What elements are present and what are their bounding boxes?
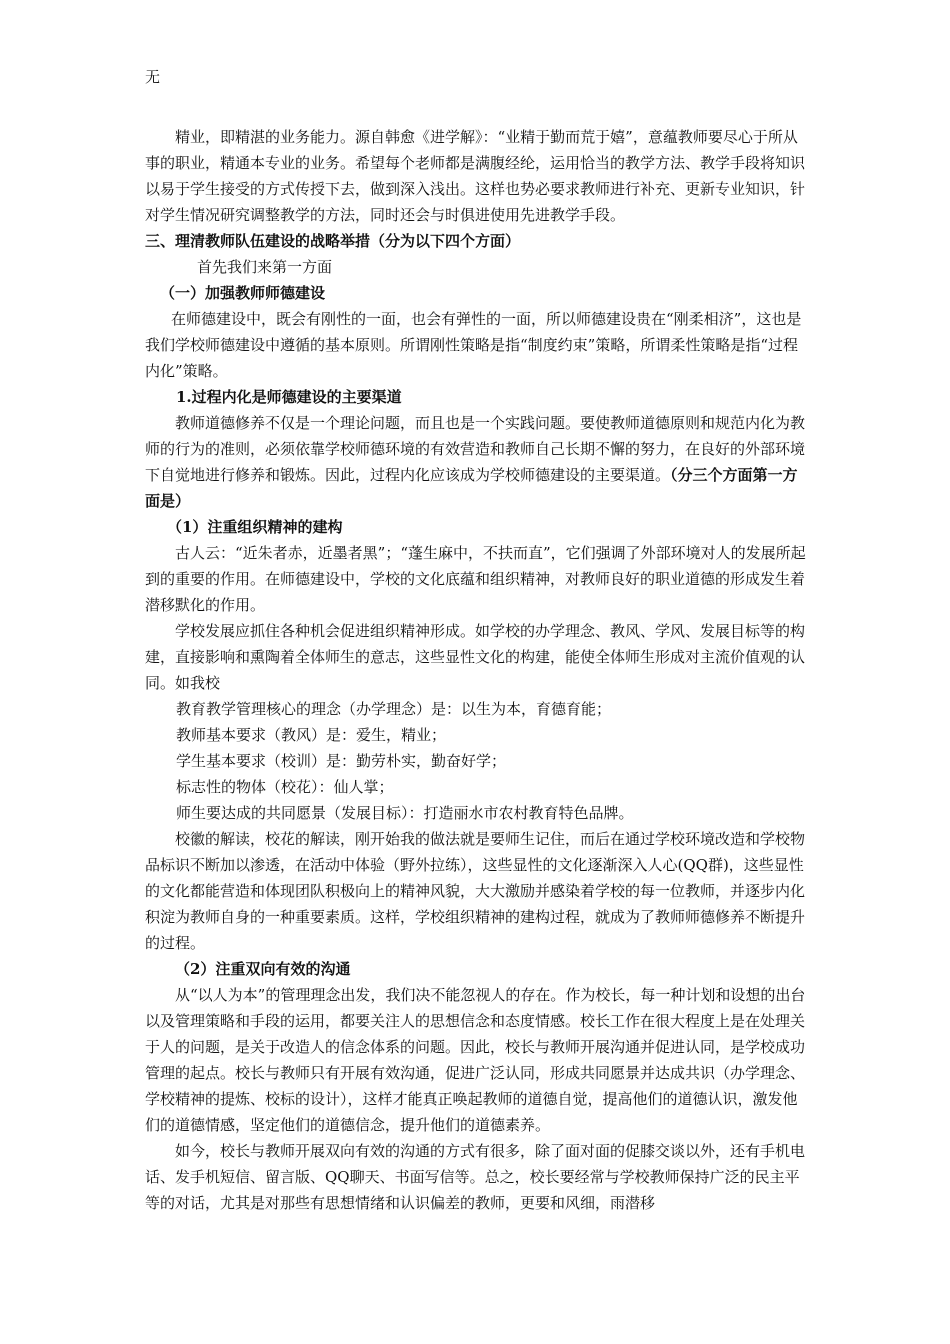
paragraph: 学校发展应抓住各种机会促进组织精神形成。如学校的办学理念、教风、学风、发展目标等的构建，直接影响和熏陶着全体师生的意志，这些显性文化的构建，能使全体师生形成对主流价值观的认同。如我校 xyxy=(145,622,806,692)
list-item: 教育教学管理核心的理念（办学理念）是：以生为本，育德育能； xyxy=(176,700,612,718)
list-item: 标志性的物体（校花）：仙人掌； xyxy=(176,778,394,796)
subsection-heading: 1.过程内化是师德建设的主要渠道 xyxy=(176,388,402,406)
paragraph-text: 教师道德修养不仅是一个理论问题，而且也是一个实践问题。要使教师道德原则和规范内化为教师的行为的准则，必须依靠学校师德环境的有效营造和教师自己长期不懈的努力，在良好的外部环境下自觉地进行修养和锻炼。因此，过程内化应该成为学校师德建设的主要渠道。 xyxy=(145,414,806,484)
list-item: 学生基本要求（校训）是：勤劳朴实，勤奋好学； xyxy=(176,752,507,770)
subsection-heading: （一）加强教师师德建设 xyxy=(160,284,326,302)
paragraph: 古人云：“近朱者赤，近墨者黑”；“蓬生麻中，不扶而直”，它们强调了外部环境对人的发展所起到的重要的作用。在师德建设中，学校的文化底蕴和组织精神，对教师良好的职业道德的形成发生着潜移默化的作用。 xyxy=(145,544,806,614)
list-item: 教师基本要求（教风）是：爱生，精业； xyxy=(176,726,447,744)
paragraph-note: （分三个方面第一方面是） xyxy=(145,466,798,510)
paragraph: 校徽的解读，校花的解读，刚开始我的做法就是要师生记住，而后在通过学校环境改造和学校物品标识不断加以渗透，在活动中体验（野外拉练），这些显性的文化逐渐深入人心(QQ群)，这些显性的文化都能营造和体现团队积极向上的精神风貌，大大激励并感染着学校的每一位教师，并逐步内化积淀为教师自身的一种重要素质。这样，学校组织精神的建构过程，就成为了教师师德修养不断提升的过程。 xyxy=(145,830,806,952)
section-heading: 三、理清教师队伍建设的战略举措（分为以下四个方面） xyxy=(145,232,521,250)
paragraph: 首先我们来第一方面 xyxy=(197,258,333,276)
subsection-heading: （1）注重组织精神的建构 xyxy=(167,518,343,536)
paragraph: 如今，校长与教师开展双向有效的沟通的方式有很多，除了面对面的促膝交谈以外，还有手机电话、发手机短信、留言版、QQ聊天、书面写信等。总之，校长要经常与学校教师保持广泛的民主平等的对话，尤其是对那些有思想情绪和认识偏差的教师，更要和风细，雨潜移 xyxy=(145,1142,806,1212)
subsection-heading: （2）注重双向有效的沟通 xyxy=(175,960,351,978)
paragraph: 精业，即精湛的业务能力。源自韩愈《进学解》：“业精于勤而荒于嬉”，意蕴教师要尽心于所从事的职业，精通本专业的业务。希望每个老师都是满腹经纶，运用恰当的教学方法、教学手段将知识以易于学生接受的方式传授下去，做到深入浅出。这样也势必要求教师进行补充、更新专业知识，针对学生情况研究调整教学的方法，同时还会与时俱进使用先进教学手段。 xyxy=(145,128,806,224)
paragraph xyxy=(145,410,809,514)
paragraph: 在师德建设中，既会有刚性的一面，也会有弹性的一面，所以师德建设贵在“刚柔相济”，这也是我们学校师德建设中遵循的基本原则。所谓刚性策略是指“制度约束”策略，所谓柔性策略是指“过程内化”策略。 xyxy=(145,310,802,380)
list-item: 师生要达成的共同愿景（发展目标）：打造丽水市农村教育特色品牌。 xyxy=(176,804,634,822)
paragraph: 从“以人为本”的管理理念出发，我们决不能忽视人的存在。作为校长，每一种计划和设想的出台以及管理策略和手段的运用，都要关注人的思想信念和态度情感。校长工作在很大程度上是在处理关于人的问题，是关于改造人的信念体系的问题。因此，校长与教师开展沟通并促进认同，是学校成功管理的起点。校长与教师只有开展有效沟通，促进广泛认同，形成共同愿景并达成共识（办学理念、学校精神的提炼、校标的设计），这样才能真正唤起教师的道德自觉，提高他们的道德认识，激发他们的道德情感，坚定他们的道德信念，提升他们的道德素养。 xyxy=(145,986,806,1134)
document-body xyxy=(145,124,809,1216)
page-header: 无 xyxy=(145,68,161,86)
